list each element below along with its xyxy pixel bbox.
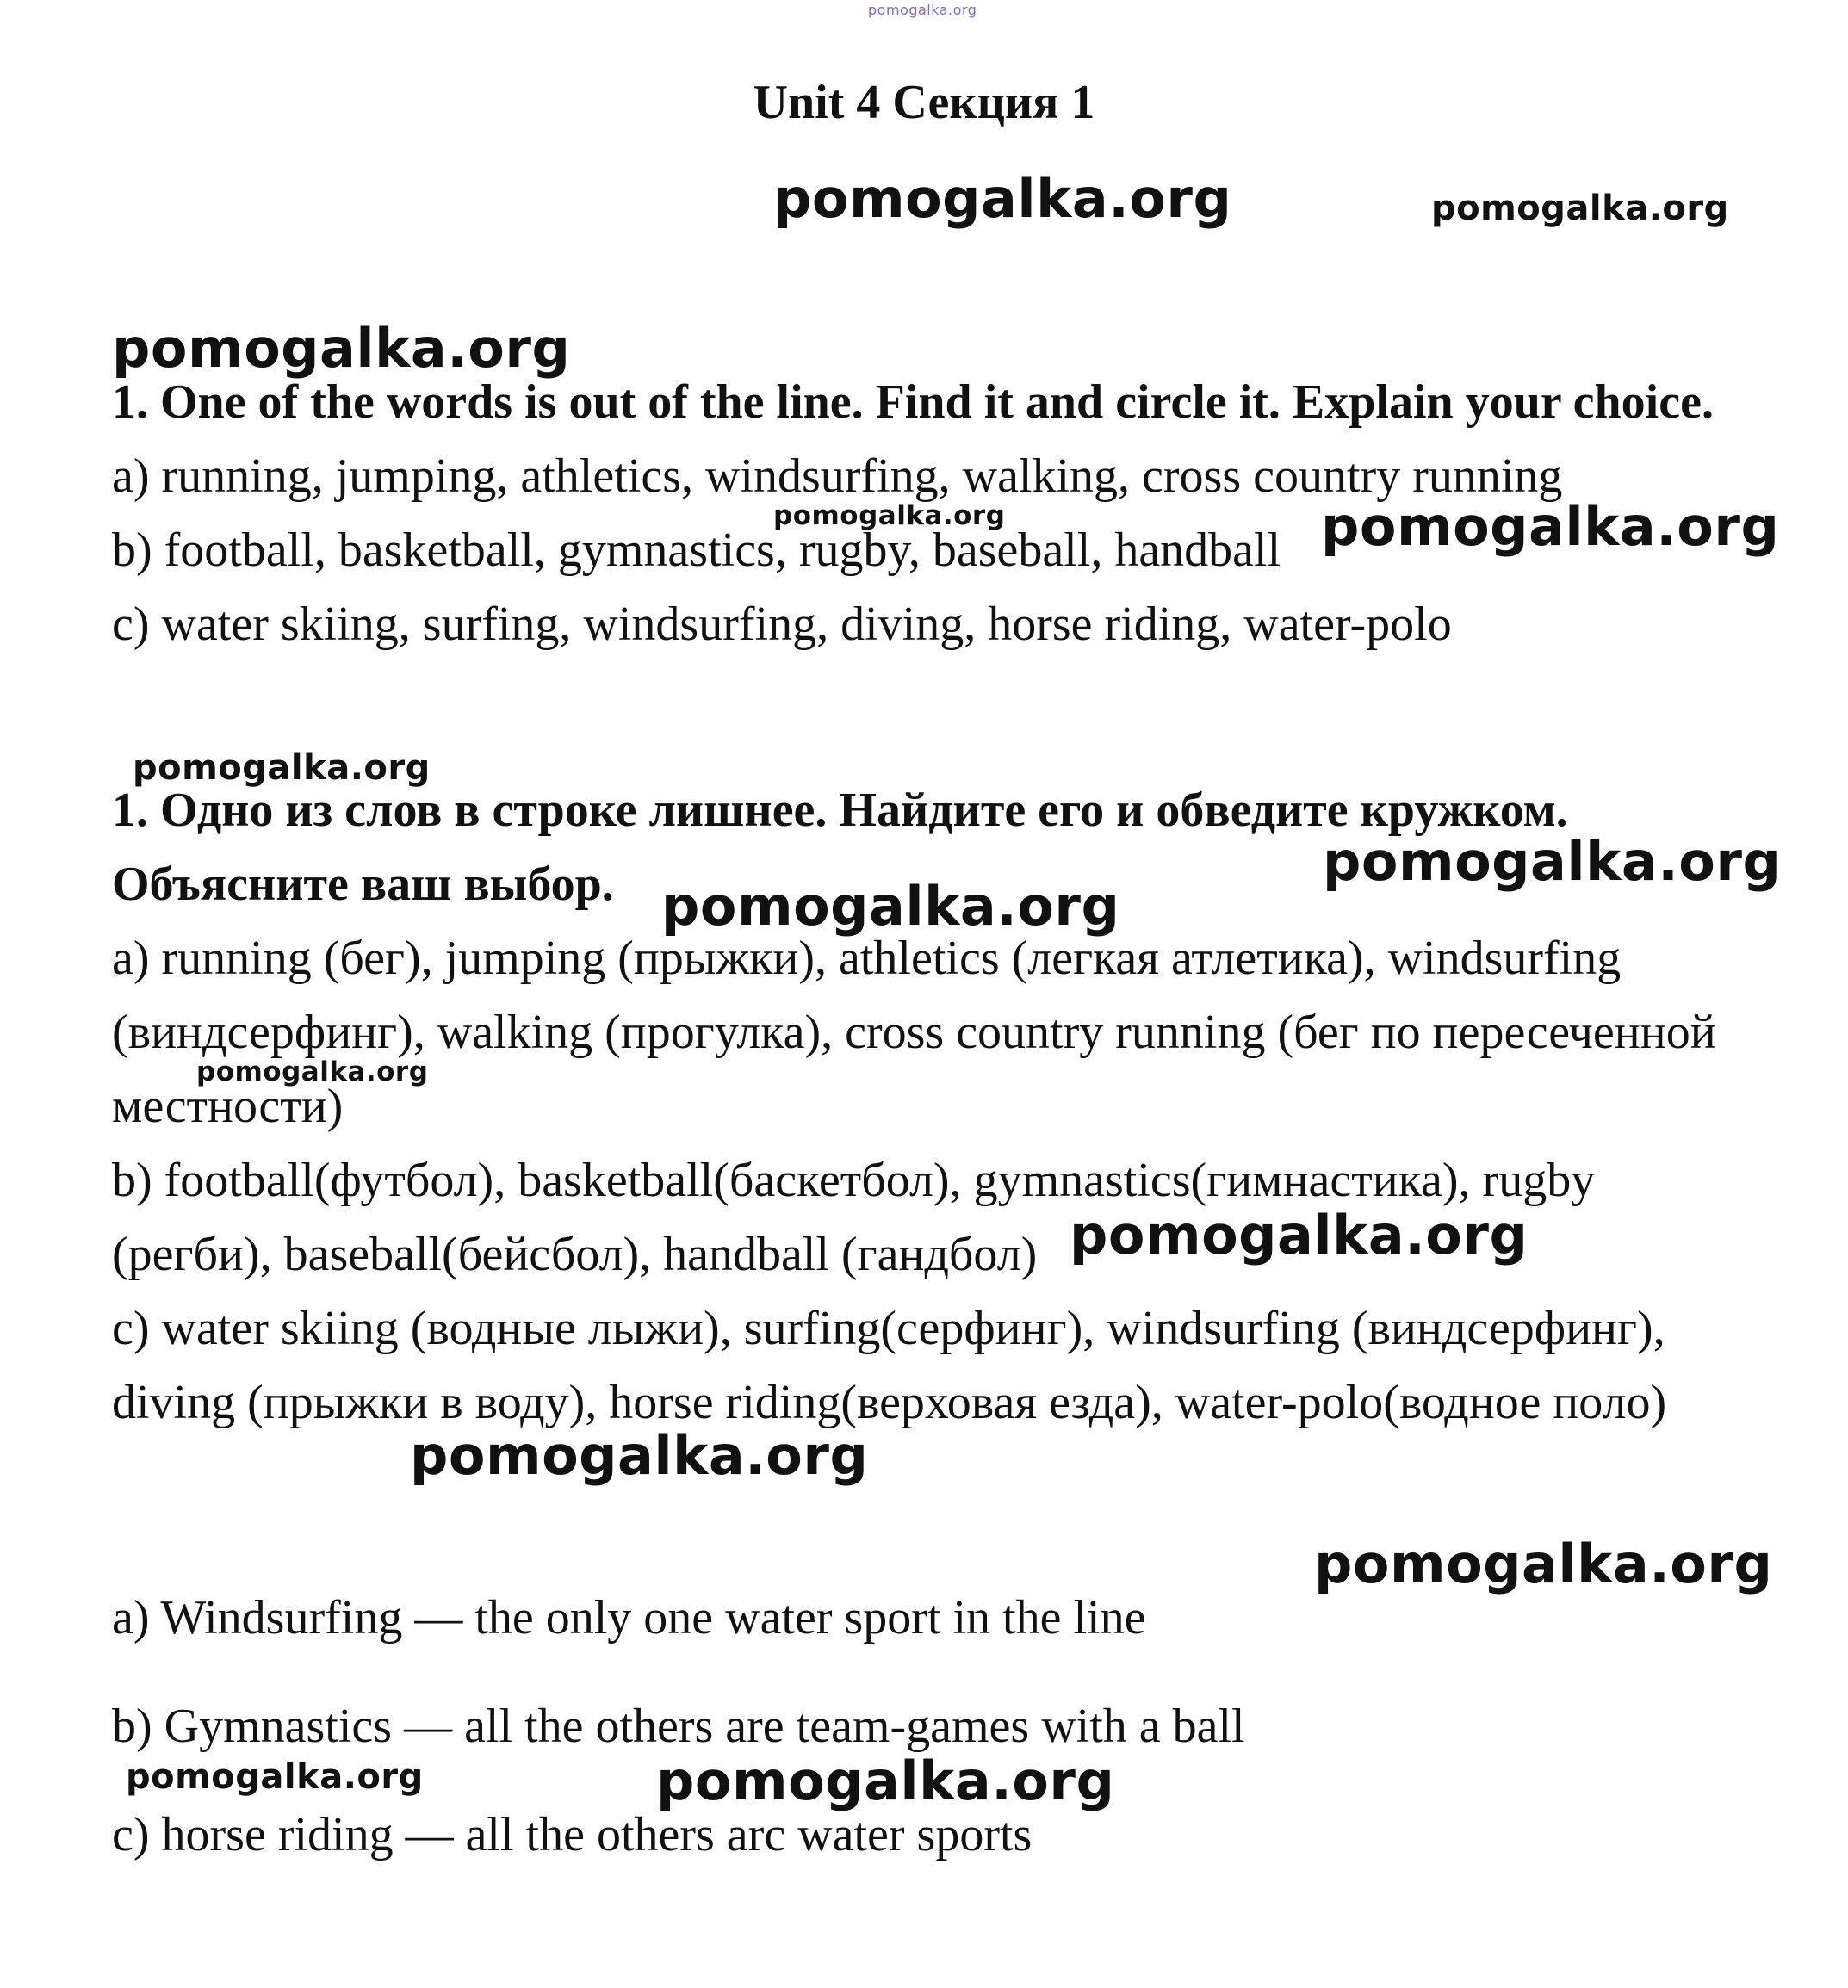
exercise-ru-line: b) football(футбол), basketball(баскетбол), gymnastics(гимнастика), rugby (112, 1154, 1596, 1207)
answer-a: a) Windsurfing — the only one water sport in the line (112, 1591, 1146, 1644)
exercise-ru-line: diving (прыжки в воду), horse riding(верховая езда), water-polo(водное поло) (112, 1376, 1667, 1429)
exercise-ru-line: (регби), baseball(бейсбол), handball (гандбол) (112, 1228, 1038, 1281)
top-tiny-watermark: pomogalka.org (868, 2, 977, 18)
exercise-ru-heading-line2: Объясните ваш выбор. (112, 858, 614, 911)
watermark: pomogalka.org (656, 1750, 1115, 1812)
watermark: pomogalka.org (1431, 189, 1729, 228)
exercise-en-line-a: a) running, jumping, athletics, windsurfing, walking, cross country running (112, 449, 1563, 503)
exercise-ru-line: местности) (112, 1080, 344, 1133)
exercise-en-heading: 1. One of the words is out of the line. Find it and circle it. Explain your choice. (112, 375, 1714, 429)
page-title: Unit 4 Секция 1 (753, 76, 1095, 129)
exercise-ru-line: c) water skiing (водные лыжи), surfing(серфинг), windsurfing (виндсерфинг), (112, 1302, 1665, 1355)
exercise-en-line-b: b) football, basketball, gymnastics, rugby, baseball, handball (112, 523, 1281, 577)
watermark: pomogalka.org (196, 1056, 429, 1087)
watermark: pomogalka.org (773, 167, 1232, 230)
answer-b: b) Gymnastics — all the others are team-games with a ball (112, 1700, 1245, 1753)
watermark: pomogalka.org (1323, 830, 1782, 893)
watermark: pomogalka.org (112, 317, 571, 380)
watermark: pomogalka.org (661, 875, 1120, 938)
exercise-ru-heading-line1: 1. Одно из слов в строке лишнее. Найдите его и обведите кружком. (112, 783, 1568, 837)
exercise-ru-line: (виндсерфинг), walking (прогулка), cross country running (бег по пересеченной (112, 1006, 1716, 1059)
watermark: pomogalka.org (126, 1757, 424, 1797)
watermark: pomogalka.org (1314, 1533, 1773, 1595)
watermark: pomogalka.org (1321, 495, 1780, 558)
watermark: pomogalka.org (1070, 1204, 1529, 1266)
watermark: pomogalka.org (133, 748, 431, 788)
watermark: pomogalka.org (410, 1424, 869, 1487)
answer-c: c) horse riding — all the others arc water sports (112, 1808, 1033, 1861)
exercise-en-line-c: c) water skiing, surfing, windsurfing, diving, horse riding, water-polo (112, 598, 1452, 651)
watermark: pomogalka.org (773, 500, 1006, 531)
exercise-ru-line: a) running (бег), jumping (прыжки), athletics (легкая атлетика), windsurfing (112, 932, 1622, 985)
